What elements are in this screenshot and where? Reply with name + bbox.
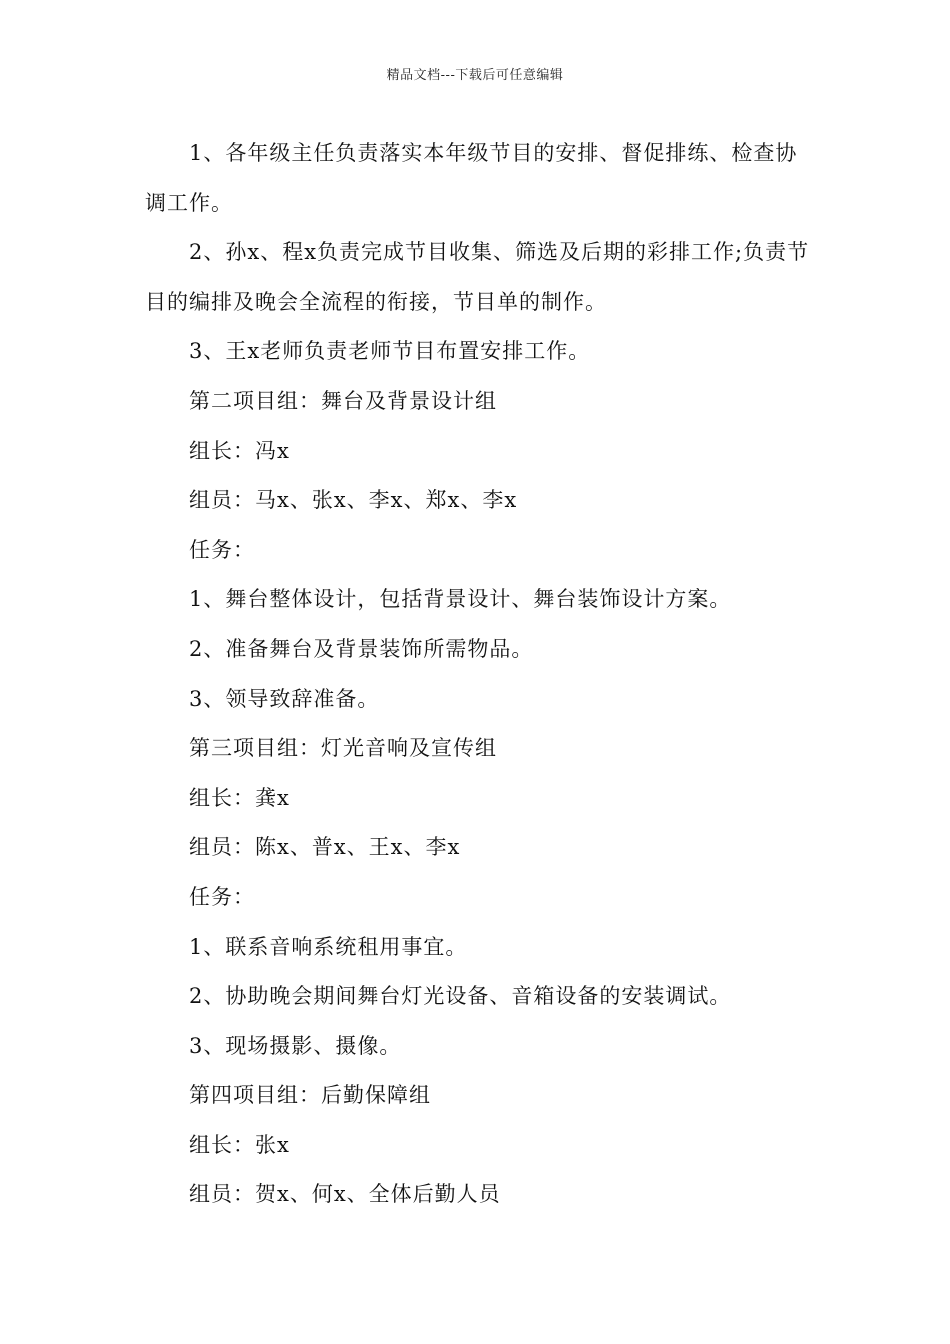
group-2-leader: 组长：冯x [189,438,290,463]
document-body [145,129,810,1220]
group-3-leader: 组长：龚x [189,785,290,810]
group-4-leader: 组长：张x [189,1132,290,1157]
group-2-heading: 第二项目组：舞台及背景设计组 [189,388,497,413]
task-item-2: 2、孙x、程x负责完成节目收集、筛选及后期的彩排工作;负责节目的编排及晚会全流程的衔接，节目单的制作。 [145,240,810,314]
group-4-heading: 第四项目组：后勤保障组 [189,1083,431,1108]
group-3-task-3: 3、现场摄影、摄像。 [189,1033,402,1058]
group-2-tasks-label: 任务： [189,537,255,562]
group-2-task-3: 3、领导致辞准备。 [189,686,380,711]
group-2-members: 组员：马x、张x、李x、郑x、李x [189,488,518,513]
group-3-task-2: 2、协助晚会期间舞台灯光设备、音箱设备的安装调试。 [189,984,732,1009]
task-item-3: 3、王x老师负责老师节目布置安排工作。 [189,339,591,364]
group-3-task-1: 1、联系音响系统租用事宜。 [189,934,468,959]
group-3-heading: 第三项目组：灯光音响及宣传组 [189,736,497,761]
group-3-members: 组员：陈x、普x、王x、李x [189,835,461,860]
group-2-task-2: 2、准备舞台及背景装饰所需物品。 [189,636,534,661]
group-4-members: 组员：贺x、何x、全体后勤人员 [189,1182,501,1207]
group-3-tasks-label: 任务： [189,884,255,909]
page-header: 精品文档---下载后可任意编辑 [386,68,564,83]
group-2-task-1: 1、舞台整体设计，包括背景设计、舞台装饰设计方案。 [189,587,732,612]
task-item-1: 1、各年级主任负责落实本年级节目的安排、督促排练、检查协调工作。 [145,141,798,215]
